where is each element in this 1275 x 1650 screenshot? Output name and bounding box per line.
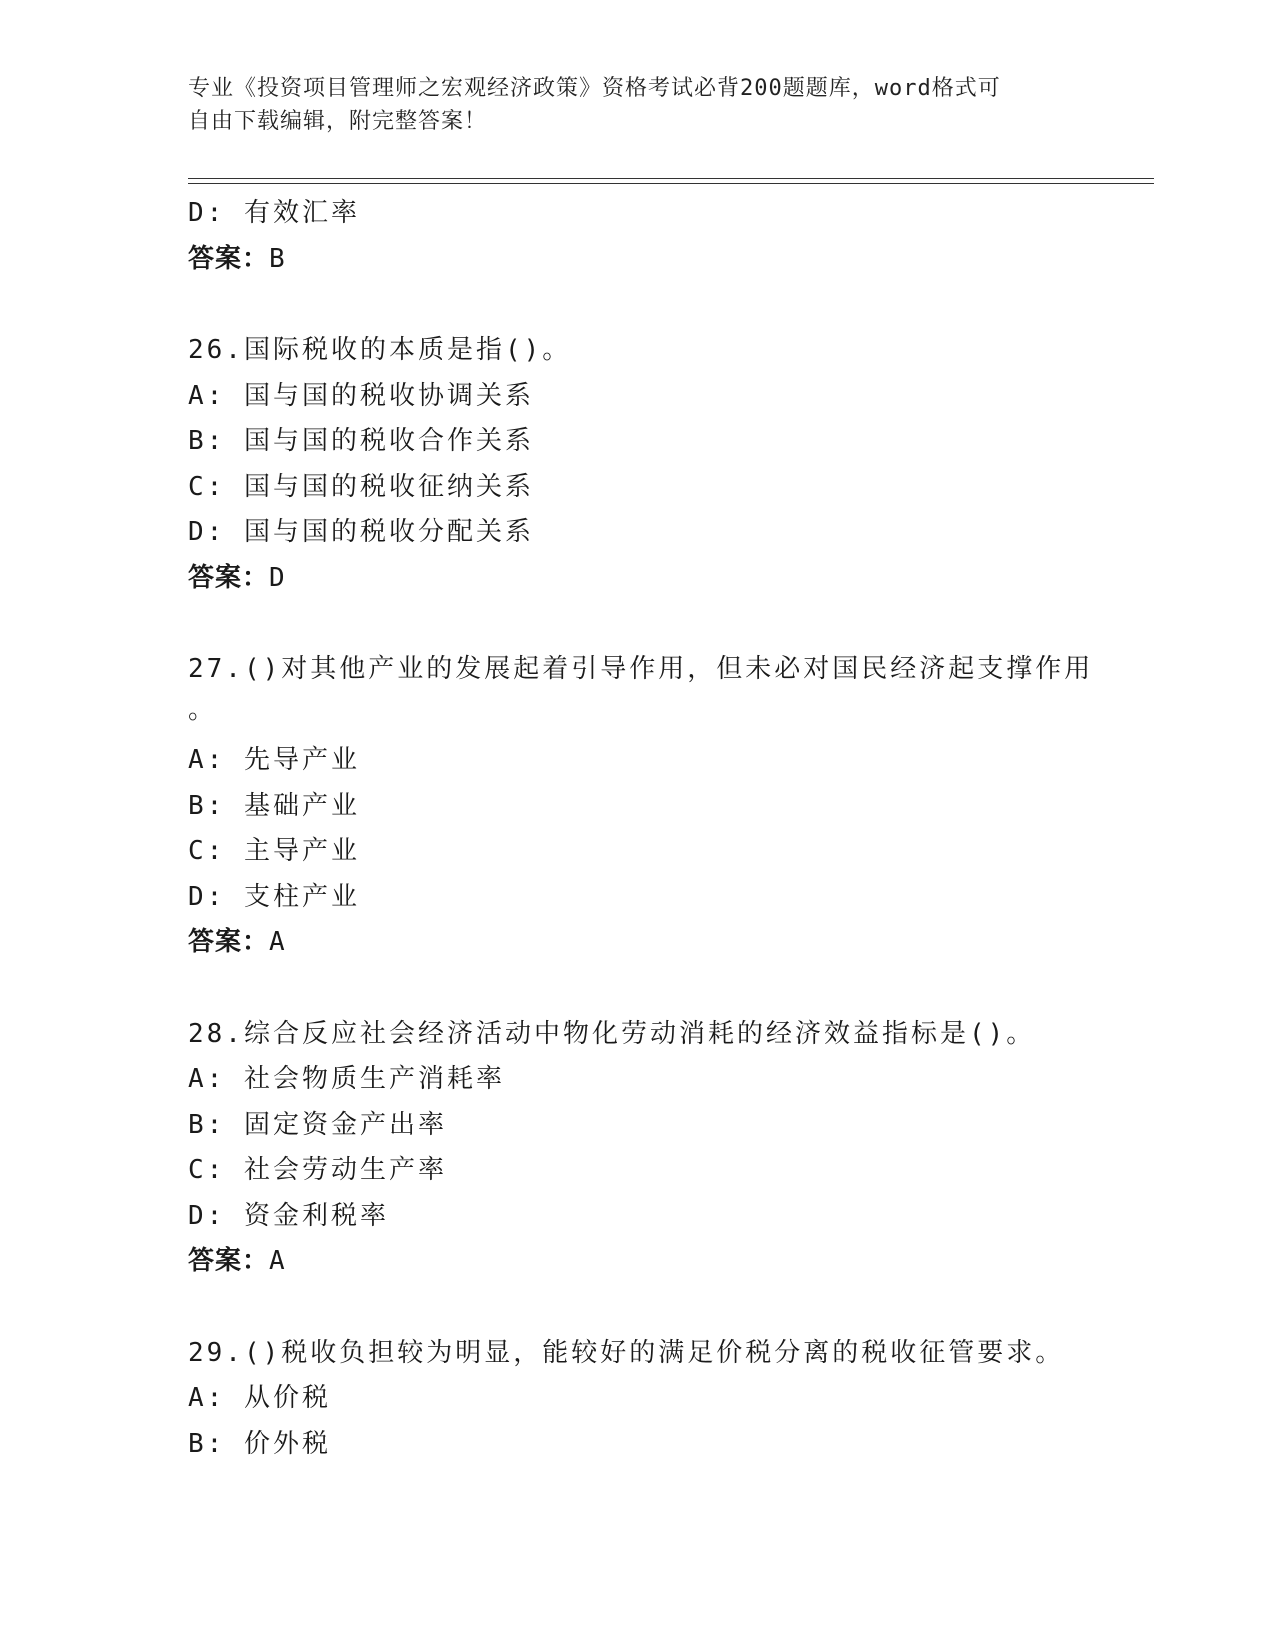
spacer xyxy=(188,966,1088,1012)
option-b: B: 国与国的税收合作关系 xyxy=(188,426,534,456)
question-block xyxy=(188,1012,1088,1285)
answer-line xyxy=(188,1239,1088,1285)
option-b: B: 价外税 xyxy=(188,1428,331,1459)
answer-label: 答案： xyxy=(188,1246,270,1276)
answer-line xyxy=(188,237,1088,283)
option-d: D: 有效汇率 xyxy=(188,198,360,228)
question-text: 27.()对其他产业的发展起着引导作用，但未必对国民经济起支撑作用 xyxy=(188,654,1094,684)
header-divider-bottom xyxy=(188,183,1154,184)
question-block xyxy=(188,647,1094,966)
answer-line xyxy=(188,556,1088,602)
answer-value: A xyxy=(269,927,286,957)
answer-label: 答案： xyxy=(188,243,270,274)
option-d: D: 国与国的税收分配关系 xyxy=(188,517,534,547)
option-a: A: 国与国的税收协调关系 xyxy=(188,380,534,411)
spacer xyxy=(188,1285,1088,1331)
option-c: C: 国与国的税收征纳关系 xyxy=(188,471,534,502)
question-list xyxy=(188,191,1094,1467)
option-a: A: 从价税 xyxy=(188,1383,331,1413)
spacer xyxy=(188,282,1088,328)
option-b: B: 固定资金产出率 xyxy=(188,1109,447,1140)
answer-value: A xyxy=(269,1246,286,1276)
question-text: 28.综合反应社会经济活动中物化劳动消耗的经济效益指标是()。 xyxy=(188,1018,1036,1049)
option-b: B: 基础产业 xyxy=(188,790,360,821)
option-a: A: 先导产业 xyxy=(188,745,360,775)
answer-value: B xyxy=(269,243,286,274)
spacer xyxy=(188,601,1088,647)
header-line-1: 专业《投资项目管理师之宏观经济政策》资格考试必背200题题库，word格式可 xyxy=(188,76,1001,101)
question-block xyxy=(188,1331,1088,1468)
question-text-wrap: 。 xyxy=(188,694,218,725)
option-d: D: 支柱产业 xyxy=(188,881,360,912)
option-d: D: 资金利税率 xyxy=(188,1200,389,1231)
option-c: C: 社会劳动生产率 xyxy=(188,1155,447,1185)
option-c: C: 主导产业 xyxy=(188,836,360,866)
option-a: A: 社会物质生产消耗率 xyxy=(188,1064,505,1094)
answer-value: D xyxy=(269,562,286,593)
answer-label: 答案： xyxy=(188,927,270,957)
question-text: 29.()税收负担较为明显，能较好的满足价税分离的税收征管要求。 xyxy=(188,1337,1065,1368)
question-block xyxy=(188,328,1088,601)
answer-label: 答案： xyxy=(188,562,270,593)
header-divider-top xyxy=(188,178,1154,179)
answer-line xyxy=(188,920,1088,966)
document-header xyxy=(188,72,1078,138)
question-text: 26.国际税收的本质是指()。 xyxy=(188,335,572,365)
header-line-2: 自由下载编辑，附完整答案！ xyxy=(188,109,488,134)
